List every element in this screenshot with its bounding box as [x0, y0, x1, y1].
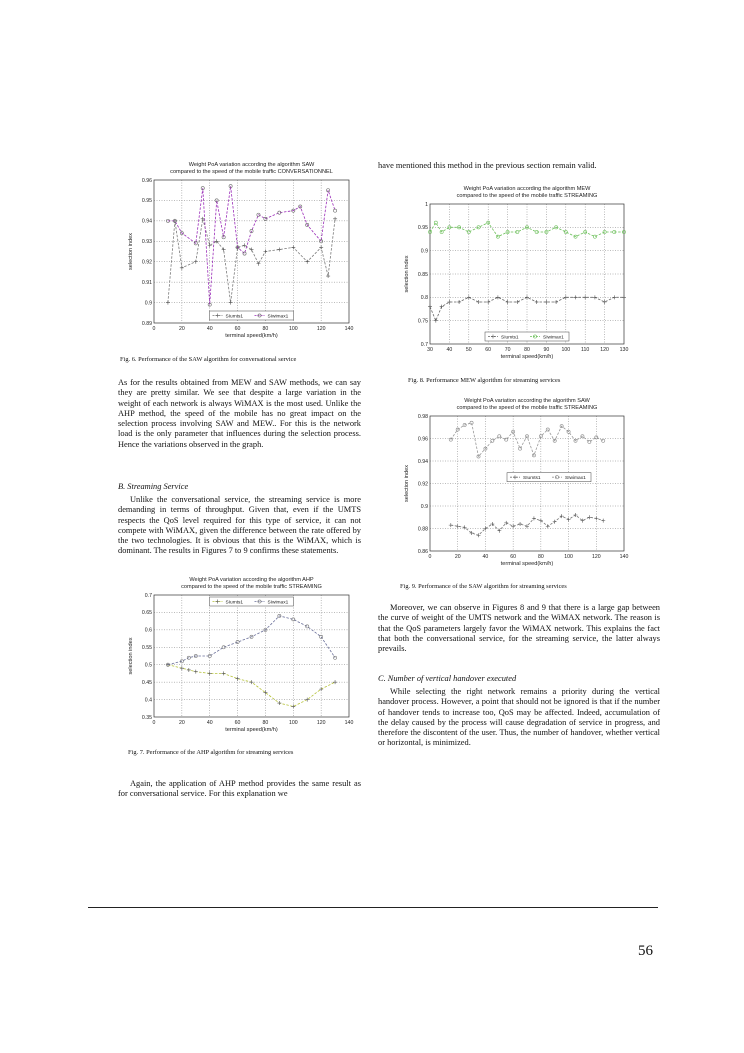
fig6-xtick-label: 0 — [152, 326, 156, 332]
fig7-xtick-label: 60 — [234, 720, 241, 726]
fig7-xlabel: terminal speed(km/h) — [225, 727, 278, 733]
fig8-ylabel: selection index — [404, 255, 410, 293]
fig8-title-line1: Weight PoA variation according the algorithm MEW — [463, 186, 591, 192]
fig6-title-line1: Weight PoA variation according the algorithm SAW — [188, 162, 315, 168]
fig6-xtick-label: 60 — [234, 326, 241, 332]
fig8-xtick-label: 50 — [465, 347, 472, 353]
fig9-legend-label: SIumts1 — [523, 476, 541, 481]
right-top-text — [378, 161, 660, 171]
figure-9 — [398, 392, 628, 574]
fig6-ytick-label: 0.9 — [144, 300, 152, 307]
page-number: 56 — [638, 943, 653, 959]
fig8-xtick-label: 120 — [600, 347, 609, 353]
fig9-ytick-label: 0.92 — [417, 481, 428, 488]
fig8-xtick-label: 80 — [524, 347, 530, 353]
fig6-xtick-label: 140 — [344, 326, 354, 332]
fig7-xtick-label: 100 — [288, 720, 298, 726]
fig9-xtick-label: 140 — [619, 554, 629, 560]
fig8-ytick-label: 0.75 — [417, 318, 428, 325]
fig7-ytick-label: 0.35 — [141, 714, 152, 721]
fig7-xtick-label: 80 — [262, 720, 269, 726]
fig7-ytick-label: 0.4 — [144, 697, 152, 704]
fig9-xtick-label: 0 — [428, 554, 432, 560]
fig9-xtick-label: 100 — [564, 554, 573, 560]
fig9-xtick-label: 80 — [537, 554, 544, 560]
fig8-xtick-label: 40 — [446, 347, 453, 353]
fig7-ytick-label: 0.7 — [144, 592, 152, 599]
fig6-ytick-label: 0.91 — [141, 279, 152, 286]
fig6-legend-label: SIwimax1 — [267, 314, 289, 320]
fig8-title-line2: compared to the speed of the mobile traffic STREAMING — [456, 193, 598, 199]
fig7-title-line2: compared to the speed of the mobile traffic STREAMING — [181, 584, 322, 590]
left-paragraph-1-text: As for the results obtained from MEW and SAW methods, we can say they are pretty similar. We see that despite a large variation in the weight of each network is always WiMAX is the most used. Unlike the AHP method, the speed of the mobile has no great impact on the selection process involving SAW and MEW.. For this is the network load is the only parameter that influences during the selection process. Hence the variations observed in the graph. — [118, 378, 361, 449]
fig9-ytick-label: 0.9 — [420, 503, 428, 510]
fig8-xlabel: terminal speed(km/h) — [500, 354, 554, 360]
fig8-legend-label: SIwimax1 — [543, 335, 564, 341]
fig9-xtick-label: 60 — [510, 554, 517, 560]
fig8-xtick-label: 100 — [561, 347, 571, 353]
fig7-legend-label: SIwimax1 — [267, 600, 289, 606]
left-paragraph-1 — [118, 378, 361, 450]
fig9-xtick-label: 40 — [482, 554, 489, 560]
fig9-ytick-label: 0.88 — [417, 526, 428, 533]
fig6-ytick-label: 0.96 — [141, 177, 152, 184]
fig7-ytick-label: 0.45 — [141, 679, 152, 686]
fig6-ytick-label: 0.89 — [141, 320, 152, 327]
fig9-ytick-label: 0.98 — [417, 413, 428, 420]
fig8-ytick-label: 0.7 — [420, 341, 428, 348]
fig7-chart — [118, 573, 358, 739]
fig6-plot-frame — [154, 180, 349, 323]
fig7-legend-label: SIumts1 — [225, 600, 244, 606]
left-paragraph-2 — [118, 495, 361, 557]
right-paragraph-1 — [378, 603, 660, 654]
fig6-ytick-label: 0.94 — [141, 218, 152, 225]
section-heading-c: C. Number of vertical handover executed — [378, 674, 517, 683]
fig8-xtick-label: 110 — [581, 347, 590, 353]
fig8-xtick-label: 60 — [485, 347, 492, 353]
fig7-xtick-label: 20 — [178, 720, 185, 726]
fig7-ylabel: selection index — [128, 637, 134, 675]
fig8-xtick-label: 70 — [504, 347, 511, 353]
fig7-xtick-label: 40 — [206, 720, 213, 726]
fig8-xtick-label: 30 — [427, 347, 433, 353]
fig9-legend-label: SIwimax1 — [565, 476, 586, 481]
fig8-caption: Fig. 8. Performance MEW algorithm for streaming services — [408, 377, 561, 384]
fig6-xtick-label: 40 — [206, 326, 213, 332]
fig9-ytick-label: 0.96 — [417, 436, 428, 443]
fig7-plot-frame — [154, 595, 349, 717]
right-paragraph-2-text: While selecting the right network remains a priority during the vertical handover process. However, a point that should not be ignored is that if the number of handover tends to increase too, QoS may be affected. Indeed, accumulation of the delay caused by the process will cause degradation of service in progress, and therefore the discontent of the user. Thus, the number of handover, whether vertical or horizontal, is minimized. — [378, 687, 660, 748]
fig8-ytick-label: 0.95 — [417, 225, 428, 232]
fig6-xtick-label: 120 — [316, 326, 326, 332]
fig9-xtick-label: 120 — [591, 554, 601, 560]
fig6-ylabel: selection index — [128, 232, 134, 271]
fig7-title-line1: Weight PoA variation according the algorithm AHP — [189, 577, 314, 583]
fig6-chart — [118, 150, 358, 350]
fig9-xtick-label: 20 — [454, 554, 461, 560]
fig8-ytick-label: 1 — [425, 201, 428, 208]
fig6-ytick-label: 0.93 — [141, 239, 152, 246]
fig6-xtick-label: 20 — [178, 326, 185, 332]
fig8-chart — [398, 180, 628, 370]
fig6-xlabel: terminal speed(km/h) — [225, 333, 278, 339]
fig6-legend-label: SIumts1 — [225, 314, 244, 320]
figure-6 — [118, 150, 358, 350]
right-paragraph-2 — [378, 687, 660, 749]
fig7-ytick-label: 0.6 — [144, 627, 152, 634]
fig6-ytick-label: 0.95 — [141, 198, 152, 205]
fig9-xlabel: terminal speed(km/h) — [500, 561, 554, 567]
fig8-xtick-label: 90 — [543, 347, 550, 353]
fig8-ytick-label: 0.8 — [420, 295, 428, 302]
fig9-title-line1: Weight PoA variation according the algorithm SAW — [464, 398, 590, 404]
right-paragraph-1-text: Moreover, we can observe in Figures 8 and 9 that there is a large gap between the curve of weight of the UMTS network and the WiMAX network. The reason is that the QoS parameters largely favor the WiMAX network. This explains the fact that both the conversational service, for the streaming service, the latter always prevails. — [378, 603, 660, 654]
fig7-xtick-label: 0 — [152, 720, 156, 726]
left-paragraph-3-text: Again, the application of AHP method provides the same result as for conversational service. For this explanation we — [118, 779, 361, 799]
fig9-caption: Fig. 9. Performance of the SAW algorithm for streaming services — [400, 583, 567, 590]
section-heading-b: B. Streaming Service — [118, 482, 189, 491]
fig7-ytick-label: 0.5 — [144, 662, 152, 669]
left-paragraph-3 — [118, 779, 361, 800]
fig6-title-line2: compared to the speed of the mobile traffic CONVERSATIONNEL — [170, 169, 333, 175]
left-paragraph-2-text: Unlike the conversational service, the streaming service is more demanding in terms of throughput. Given that, even if the UMTS respects the QoS level required for this type of service, it can not compete with WiMAX, given the difference between the rate offered by the two technologies. It is obvious that this is the WiMAX, which is dominant. The results in Figures 7 to 9 confirms these statements. — [118, 495, 361, 556]
fig9-ytick-label: 0.94 — [417, 458, 428, 465]
fig6-ytick-label: 0.92 — [141, 259, 152, 266]
fig6-xtick-label: 100 — [288, 326, 298, 332]
footer-divider — [88, 907, 658, 908]
fig7-ytick-label: 0.55 — [141, 645, 152, 652]
fig6-xtick-label: 80 — [262, 326, 269, 332]
right-top-paragraph: have mentioned this method in the previous section remain valid. — [378, 161, 597, 170]
fig9-ytick-label: 0.86 — [417, 548, 428, 555]
fig8-legend-label: SIumts1 — [501, 335, 519, 341]
fig7-xtick-label: 120 — [316, 720, 326, 726]
fig9-title-line2: compared to the speed of the mobile traffic STREAMING — [456, 405, 598, 411]
fig8-xtick-label: 130 — [619, 347, 629, 353]
fig7-caption: Fig. 7. Performance of the AHP algorithm for streaming services — [128, 749, 294, 756]
fig9-chart — [398, 392, 628, 574]
figure-8 — [398, 180, 628, 370]
fig9-ylabel: selection index — [404, 464, 410, 503]
fig8-ytick-label: 0.85 — [417, 271, 428, 278]
fig7-ytick-label: 0.65 — [141, 610, 152, 617]
fig8-ytick-label: 0.9 — [420, 248, 428, 255]
figure-7 — [118, 573, 358, 739]
fig7-xtick-label: 140 — [344, 720, 354, 726]
fig6-caption: Fig. 6. Performance of the SAW algorithm for conversational service — [120, 356, 297, 363]
